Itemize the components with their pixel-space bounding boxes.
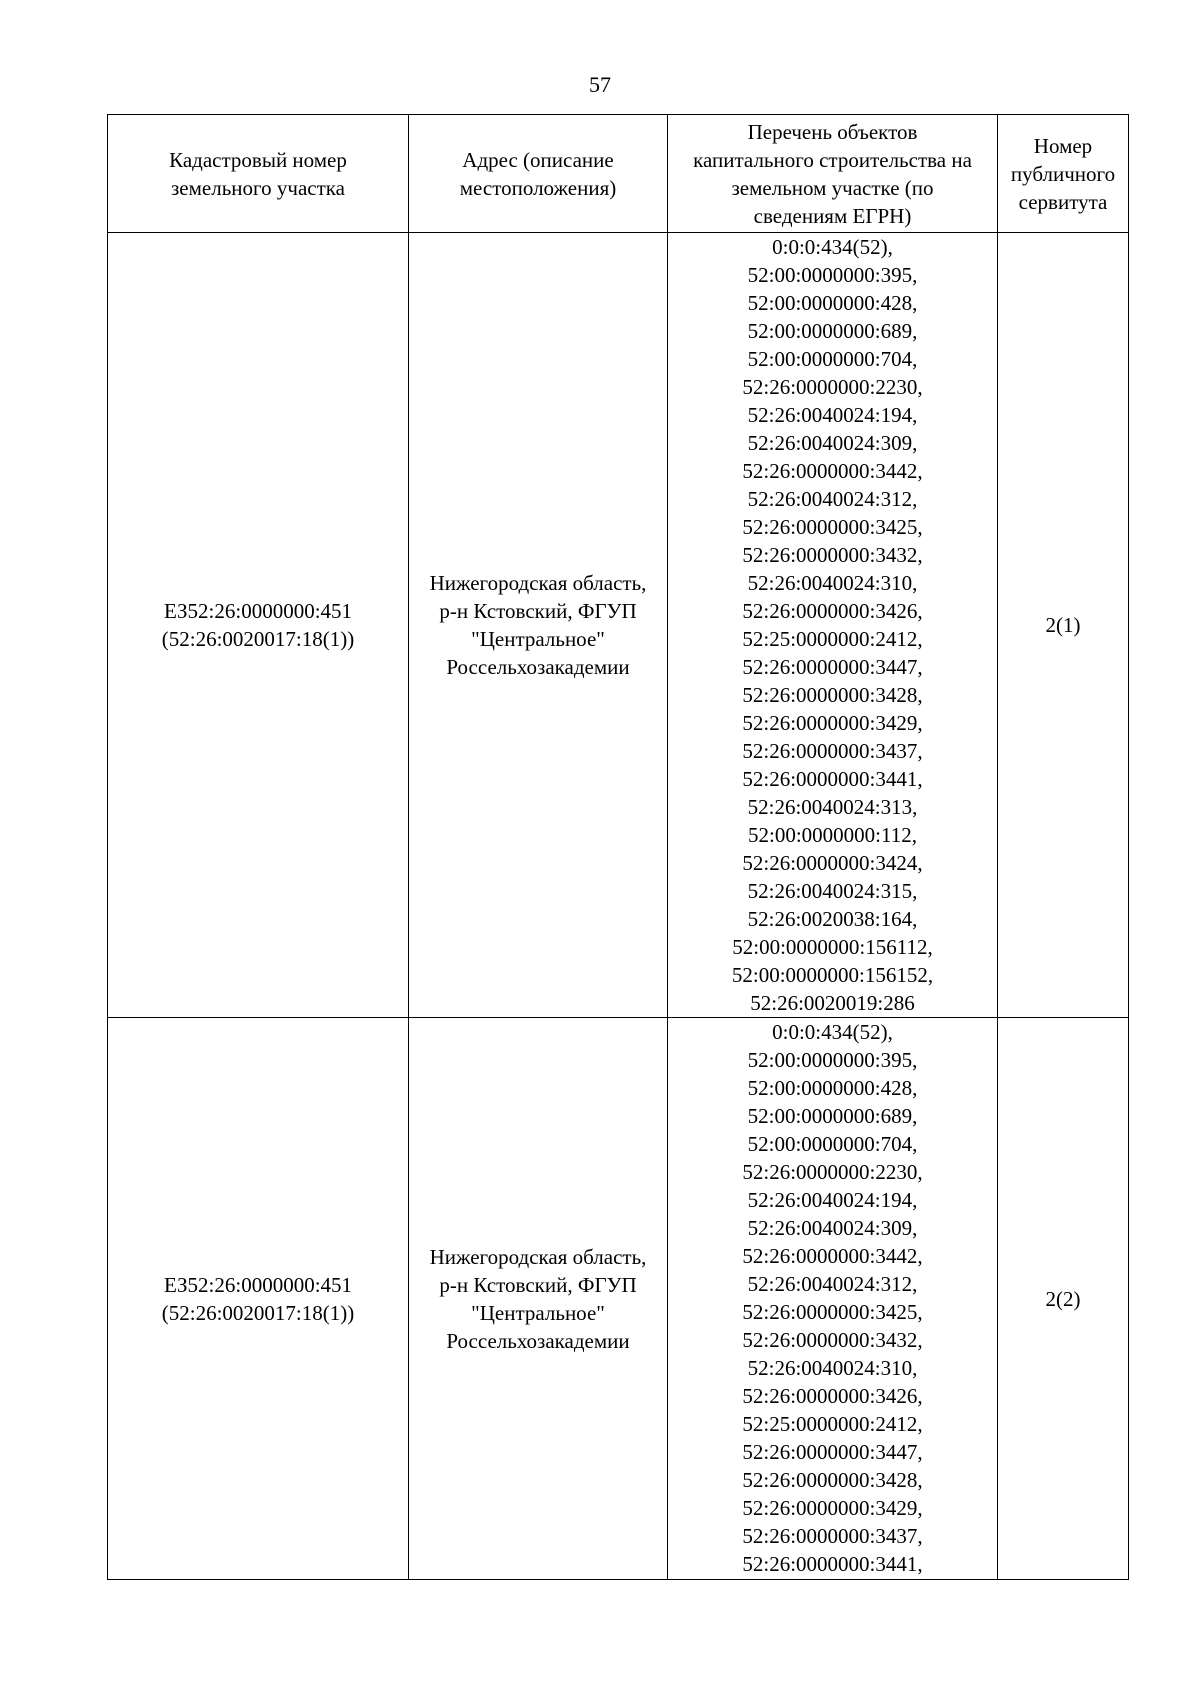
object-cadastral-number: 52:26:0040024:310, [747, 1356, 918, 1380]
object-cadastral-number: 52:26:0000000:3437, [742, 1524, 923, 1548]
object-cadastral-number: 52:26:0000000:3447, [742, 655, 923, 679]
object-cadastral-number: 52:26:0000000:3442, [742, 1244, 923, 1268]
object-cadastral-number: 52:26:0000000:3428, [742, 683, 923, 707]
objects-cell [668, 233, 998, 1018]
object-cadastral-number: 52:26:0000000:3429, [742, 1496, 923, 1520]
header-servitude-number: Номер публичного сервитута [998, 115, 1129, 233]
address-cell: Нижегородская область, р-н Кстовский, ФГУП "Центральное" Россельхозакадемии [409, 1018, 668, 1580]
object-cadastral-number: 52:26:0000000:3432, [742, 543, 923, 567]
object-cadastral-number: 52:26:0020038:164, [747, 907, 918, 931]
object-cadastral-number: 52:26:0040024:312, [747, 487, 918, 511]
object-cadastral-number: 52:26:0020019:286 [750, 991, 915, 1015]
object-cadastral-number: 52:00:0000000:689, [747, 319, 918, 343]
object-cadastral-number: 52:26:0040024:309, [747, 1216, 918, 1240]
object-cadastral-number: 52:26:0000000:3437, [742, 739, 923, 763]
object-cadastral-number: 52:26:0000000:3426, [742, 1384, 923, 1408]
object-cadastral-number: 52:26:0000000:3425, [742, 1300, 923, 1324]
object-cadastral-number: 52:26:0040024:315, [747, 879, 918, 903]
object-cadastral-number: 52:25:0000000:2412, [742, 1412, 923, 1436]
object-cadastral-number: 52:26:0000000:3425, [742, 515, 923, 539]
page-number: 57 [589, 72, 611, 97]
object-cadastral-number: 52:26:0000000:3424, [742, 851, 923, 875]
object-cadastral-number: 52:26:0000000:2230, [742, 1160, 923, 1184]
object-cadastral-number: 52:26:0040024:313, [747, 795, 918, 819]
object-cadastral-number: 52:26:0000000:3432, [742, 1328, 923, 1352]
servitude-table [107, 114, 1129, 1580]
object-cadastral-number: 52:26:0040024:194, [747, 403, 918, 427]
object-cadastral-number: 52:26:0040024:312, [747, 1272, 918, 1296]
objects-cell [668, 1018, 998, 1580]
object-cadastral-number: 52:26:0000000:3428, [742, 1468, 923, 1492]
header-cadastral-number: Кадастровый номер земельного участка [108, 115, 409, 233]
header-objects-list: Перечень объектов капитального строительства на земельном участке (по сведениям ЕГРН) [668, 115, 998, 233]
object-cadastral-number: 52:00:0000000:704, [747, 347, 918, 371]
servitude-number-cell: 2(2) [998, 1018, 1129, 1580]
object-cadastral-number: 52:26:0040024:310, [747, 571, 918, 595]
servitude-number-cell: 2(1) [998, 233, 1129, 1018]
object-cadastral-number: 52:00:0000000:428, [747, 291, 918, 315]
object-cadastral-number: 52:00:0000000:395, [747, 1048, 918, 1072]
table-header-row [108, 115, 1129, 233]
cadastral-number-cell: ЕЗ52:26:0000000:451 (52:26:0020017:18(1)) [108, 1018, 409, 1580]
object-cadastral-number: 52:26:0000000:3441, [742, 767, 923, 791]
object-cadastral-number: 52:26:0000000:3447, [742, 1440, 923, 1464]
object-cadastral-number: 52:26:0000000:3429, [742, 711, 923, 735]
object-cadastral-number: 52:00:0000000:689, [747, 1104, 918, 1128]
cadastral-number-cell: ЕЗ52:26:0000000:451 (52:26:0020017:18(1)) [108, 233, 409, 1018]
object-cadastral-number: 52:26:0000000:2230, [742, 375, 923, 399]
object-cadastral-number: 52:26:0000000:3426, [742, 599, 923, 623]
table-row [108, 1018, 1129, 1580]
table-row [108, 233, 1129, 1018]
object-cadastral-number: 52:25:0000000:2412, [742, 627, 923, 651]
object-cadastral-number: 52:00:0000000:112, [748, 823, 917, 847]
address-cell: Нижегородская область, р-н Кстовский, ФГУП "Центральное" Россельхозакадемии [409, 233, 668, 1018]
object-cadastral-number: 52:26:0040024:194, [747, 1188, 918, 1212]
object-cadastral-number: 0:0:0:434(52), [772, 1020, 893, 1044]
object-cadastral-number: 52:26:0040024:309, [747, 431, 918, 455]
object-cadastral-number: 52:00:0000000:428, [747, 1076, 918, 1100]
object-cadastral-number: 52:00:0000000:156152, [731, 963, 934, 987]
object-cadastral-number: 52:26:0000000:3442, [742, 459, 923, 483]
object-cadastral-number: 52:00:0000000:156112, [732, 935, 933, 959]
object-cadastral-number: 0:0:0:434(52), [772, 235, 893, 259]
header-address: Адрес (описание местоположения) [409, 115, 668, 233]
object-cadastral-number: 52:00:0000000:395, [747, 263, 918, 287]
object-cadastral-number: 52:00:0000000:704, [747, 1132, 918, 1156]
object-cadastral-number: 52:26:0000000:3441, [742, 1552, 923, 1576]
